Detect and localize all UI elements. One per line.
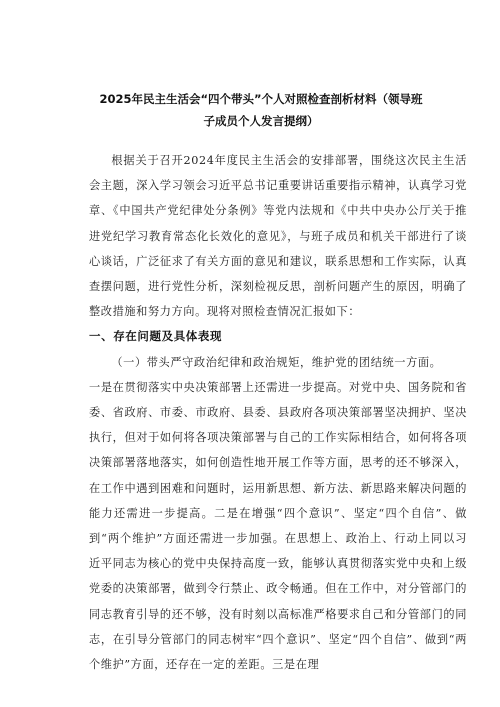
body-paragraph: 一是在贯彻落实中央决策部署上还需进一步提高。对党中央、国务院和省委、省政府、市委、市政府、县委、县政府各项决策部署坚决拥护、坚决执行，但对于如何将各项决策部署与自己的工作实际相结合，如何将各项决策部署落地落实，如何创造性地开展工作等方面，思考的还不够深入，在工作中遇到困难和问题时，运用新思想、新方法、新思路来解决问题的能力还需进一步提高。二是在增强“四个意识”、坚定“四个自信”、做到“两个维护”方面还需进一步加强。在思想上、政治上、行动上同以习近平同志为核心的党中央保持高度一致，能够认真贯彻落实党中央和上级党委的决策部署，做到令行禁止、政令畅通。但在工作中，对分管部门的同志教育引导的还不够，没有时刻以高标准严格要求自己和分管部门的同志，在引导分管部门的同志树牢“四个意识”、坚定“四个自信”、做到“两个维护”方面，还存在一定的差距。三是在理 xyxy=(89,380,467,672)
document-body xyxy=(89,148,467,677)
subsection-heading: （一）带头严守政治纪律和政治规矩，维护党的团结统一方面。 xyxy=(111,355,442,369)
section-heading: 一、存在问题及具体表现 xyxy=(89,329,223,344)
document-title: 2025年民主生活会“四个带头”个人对照检查剖析材料（领导班子成员个人发言提纲） xyxy=(99,92,423,128)
intro-paragraph: 根据关于召开2024年度民主生活会的安排部署，围绕这次民主生活会主题，深入学习领会习近平总书记重要讲话重要指示精神，认真学习党章、《中国共产党纪律处分条例》等党内法规和《中共中央办公厅关于推进党纪学习教育常态化长效化的意见》，与班子成员和机关干部进行了谈心谈话，广泛征求了有关方面的意见和建议，联系思想和工作实际，认真查摆问题，进行党性分析，深刻检视反思，剖析问题产生的原因，明确了整改措施和努力方向。现将对照检查情况汇报如下： xyxy=(89,154,467,319)
